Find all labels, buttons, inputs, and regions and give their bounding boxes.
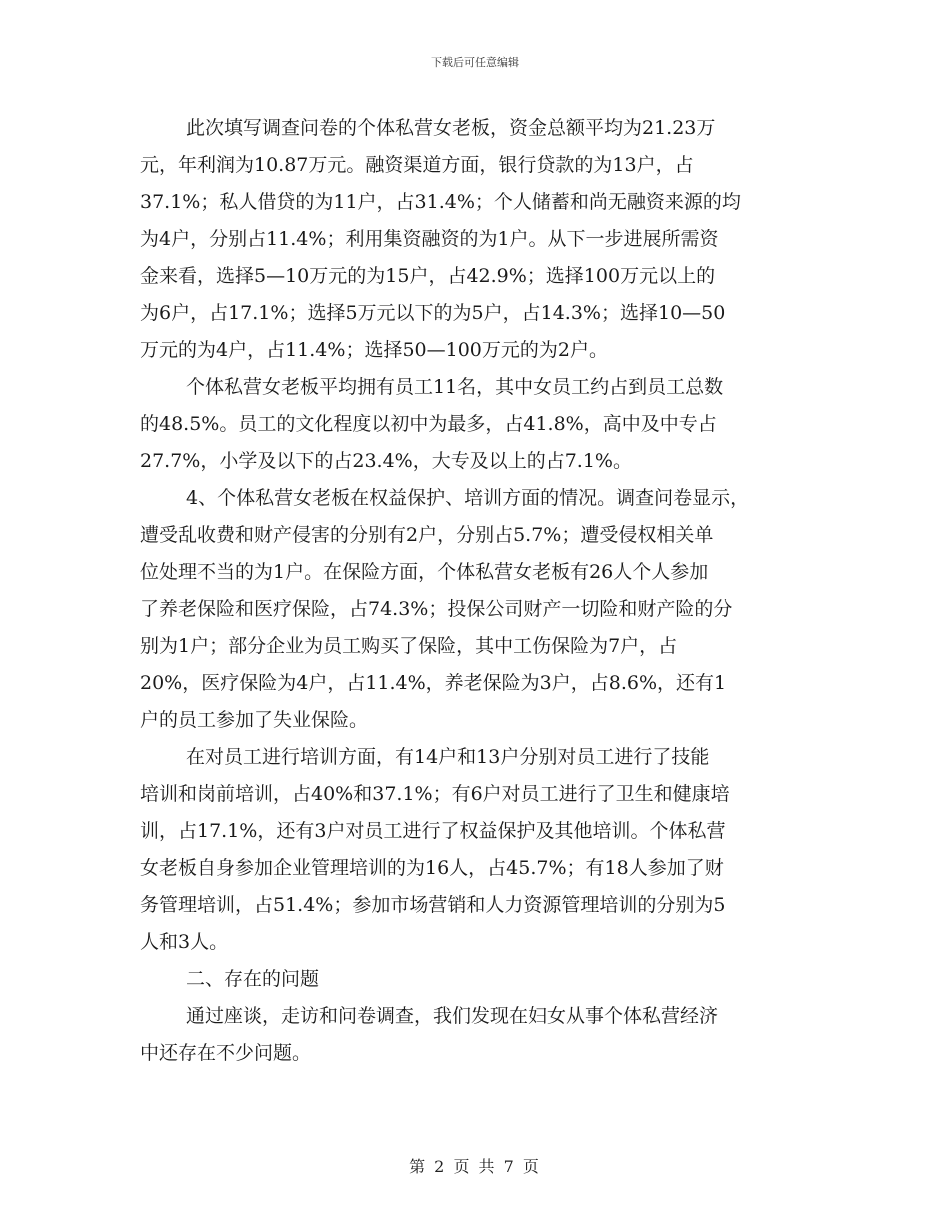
paragraph-problems-intro bbox=[140, 998, 810, 1072]
text-line: 元，年利润为10.87万元。融资渠道方面，银行贷款的为13户，占 bbox=[140, 154, 694, 176]
text-line: 在对员工进行培训方面，有14户和13户分别对员工进行了技能 bbox=[186, 746, 710, 768]
text-line: 务管理培训，占51.4%；参加市场营销和人力资源管理培训的分别为5 bbox=[140, 894, 726, 916]
text-line: 户的员工参加了失业保险。 bbox=[140, 709, 369, 731]
text-line: 万元的为4户，占11.4%；选择50—100万元的为2户。 bbox=[140, 339, 608, 361]
text-line: 4、个体私营女老板在权益保护、培训方面的情况。调查问卷显示， bbox=[186, 487, 750, 509]
document-body bbox=[140, 110, 810, 1072]
text-line: 位处理不当的为1户。在保险方面，个体私营女老板有26人个人参加 bbox=[140, 561, 709, 583]
text-line: 女老板自身参加企业管理培训的为16人，占45.7%；有18人参加了财 bbox=[140, 857, 724, 879]
text-line: 37.1%；私人借贷的为11户，占31.4%；个人储蓄和尚无融资来源的均 bbox=[140, 191, 741, 213]
text-line: 了养老保险和医疗保险，占74.3%；投保公司财产一切险和财产险的分 bbox=[140, 598, 733, 620]
paragraph-training bbox=[140, 739, 810, 961]
paragraph-employees bbox=[140, 369, 810, 480]
page-header: 下载后可任意编辑 bbox=[431, 56, 519, 69]
paragraph-funding bbox=[140, 110, 810, 369]
text-line: 金来看，选择5—10万元的为15户，占42.9%；选择100万元以上的 bbox=[140, 265, 716, 287]
text-line: 此次填写调查问卷的个体私营女老板，资金总额平均为21.23万 bbox=[186, 117, 716, 139]
text-line: 遭受乱收费和财产侵害的分别有2户，分别占5.7%；遭受侵权相关单 bbox=[140, 524, 714, 546]
page-number-footer: 第 2 页 共 7 页 bbox=[409, 1157, 541, 1176]
text-line: 为6户，占17.1%；选择5万元以下的为5户，占14.3%；选择10—50 bbox=[140, 302, 726, 324]
text-line: 27.7%，小学及以下的占23.4%，大专及以上的占7.1%。 bbox=[140, 450, 632, 472]
text-line: 培训和岗前培训，占40%和37.1%；有6户对员工进行了卫生和健康培 bbox=[140, 783, 730, 805]
text-line: 别为1户；部分企业为员工购买了保险，其中工伤保险为7户，占 bbox=[140, 635, 678, 657]
section-heading: 二、存在的问题 bbox=[186, 968, 320, 990]
text-line: 20%，医疗保险为4户，占11.4%，养老保险为3户，占8.6%，还有1 bbox=[140, 672, 727, 694]
text-line: 个体私营女老板平均拥有员工11名，其中女员工约占到员工总数 bbox=[186, 376, 724, 398]
section-heading-problems bbox=[140, 961, 810, 998]
text-line: 的48.5%。员工的文化程度以初中为最多，占41.8%，高中及中专占 bbox=[140, 413, 717, 435]
paragraph-rights-insurance bbox=[140, 480, 810, 739]
text-line: 通过座谈，走访和问卷调查，我们发现在妇女从事个体私营经济 bbox=[186, 1005, 719, 1027]
text-line: 中还存在不少问题。 bbox=[140, 1042, 312, 1064]
text-line: 训，占17.1%，还有3户对员工进行了权益保护及其他培训。个体私营 bbox=[140, 820, 726, 842]
text-line: 为4户，分别占11.4%；利用集资融资的为1户。从下一步进展所需资 bbox=[140, 228, 719, 250]
text-line: 人和3人。 bbox=[140, 931, 229, 953]
